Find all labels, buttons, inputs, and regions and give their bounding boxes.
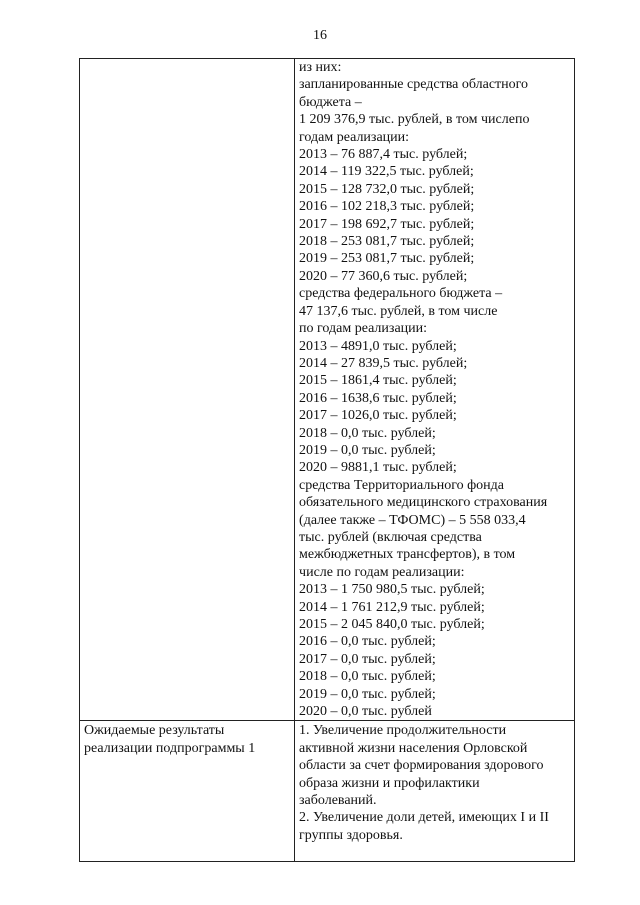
funding-line: 2018 – 253 081,7 тыс. рублей; (299, 234, 475, 250)
funding-line: 2019 – 0,0 тыс. рублей; (299, 686, 436, 702)
funding-line: 47 137,6 тыс. рублей, в том числе (299, 303, 498, 319)
funding-line: межбюджетных трансфертов), в том (299, 547, 516, 563)
label-line: реализации подпрограммы 1 (84, 740, 256, 756)
funding-line: 2020 – 77 360,6 тыс. рублей; (299, 268, 468, 284)
funding-line: 2014 – 119 322,5 тыс. рублей; (299, 164, 474, 180)
funding-line: 2013 – 4891,0 тыс. рублей; (299, 338, 457, 354)
funding-line: средства федерального бюджета – (299, 286, 503, 302)
funding-line: 2015 – 2 045 840,0 тыс. рублей; (299, 617, 485, 632)
funding-line: 2014 – 27 839,5 тыс. рублей; (299, 355, 468, 371)
funding-line: (далее также – ТФОМС) – 5 558 033,4 (299, 512, 526, 528)
funding-line: 2018 – 0,0 тыс. рублей; (299, 669, 436, 685)
funding-line: 2013 – 1 750 980,5 тыс. рублей; (299, 582, 485, 598)
funding-line: тыс. рублей (включая средства (299, 529, 482, 545)
funding-line: 2016 – 1638,6 тыс. рублей; (299, 390, 457, 406)
funding-line: годам реализации: (299, 129, 410, 145)
table-row-funding (80, 59, 575, 721)
result-line: 2. Увеличение доли детей, имеющих I и II (299, 810, 549, 826)
funding-line: 2020 – 9881,1 тыс. рублей; (299, 460, 457, 476)
funding-line: 2018 – 0,0 тыс. рублей; (299, 425, 436, 441)
funding-line: 2016 – 0,0 тыс. рублей; (299, 634, 436, 650)
result-line: активной жизни населения Орловской (299, 740, 528, 756)
funding-line: 2016 – 102 218,3 тыс. рублей; (299, 199, 475, 215)
funding-line: 2015 – 128 732,0 тыс. рублей; (299, 181, 475, 197)
funding-line: 1 209 376,9 тыс. рублей, в том числепо (299, 112, 530, 128)
funding-line: 2020 – 0,0 тыс. рублей (299, 704, 432, 720)
funding-line: по годам реализации: (299, 321, 428, 337)
funding-line: 2014 – 1 761 212,9 тыс. рублей; (299, 599, 485, 615)
funding-line: 2017 – 0,0 тыс. рублей; (299, 651, 436, 667)
funding-line: средства Территориального фонда (299, 477, 505, 493)
funding-line: обязательного медицинского страхования (299, 495, 548, 511)
page-number: 16 (313, 28, 327, 43)
result-line: заболеваний. (299, 793, 377, 809)
subprogram-passport-table (79, 58, 575, 862)
table-row-expected-results (80, 721, 575, 862)
funding-value-cell (295, 59, 575, 721)
funding-line: 2013 – 76 887,4 тыс. рублей; (299, 147, 468, 163)
result-line: группы здоровья. (299, 827, 403, 843)
funding-line: числе по годам реализации: (299, 564, 465, 580)
funding-line: 2015 – 1861,4 тыс. рублей; (299, 373, 457, 389)
funding-line: 2019 – 0,0 тыс. рублей; (299, 442, 436, 458)
funding-line: из них: (299, 60, 342, 75)
funding-line: 2017 – 1026,0 тыс. рублей; (299, 408, 457, 424)
expected-results-label-cell (80, 721, 295, 862)
result-line: области за счет формирования здорового (299, 758, 544, 774)
result-line: 1. Увеличение продолжительности (299, 723, 507, 739)
funding-line: запланированные средства областного (299, 77, 529, 93)
funding-line: 2019 – 253 081,7 тыс. рублей; (299, 251, 475, 267)
expected-results-value-cell (295, 721, 575, 862)
funding-label-cell (80, 59, 295, 721)
funding-line: 2017 – 198 692,7 тыс. рублей; (299, 216, 475, 232)
funding-line: бюджета – (299, 94, 362, 110)
result-line: образа жизни и профилактики (299, 775, 480, 791)
label-line: Ожидаемые результаты (84, 723, 225, 739)
